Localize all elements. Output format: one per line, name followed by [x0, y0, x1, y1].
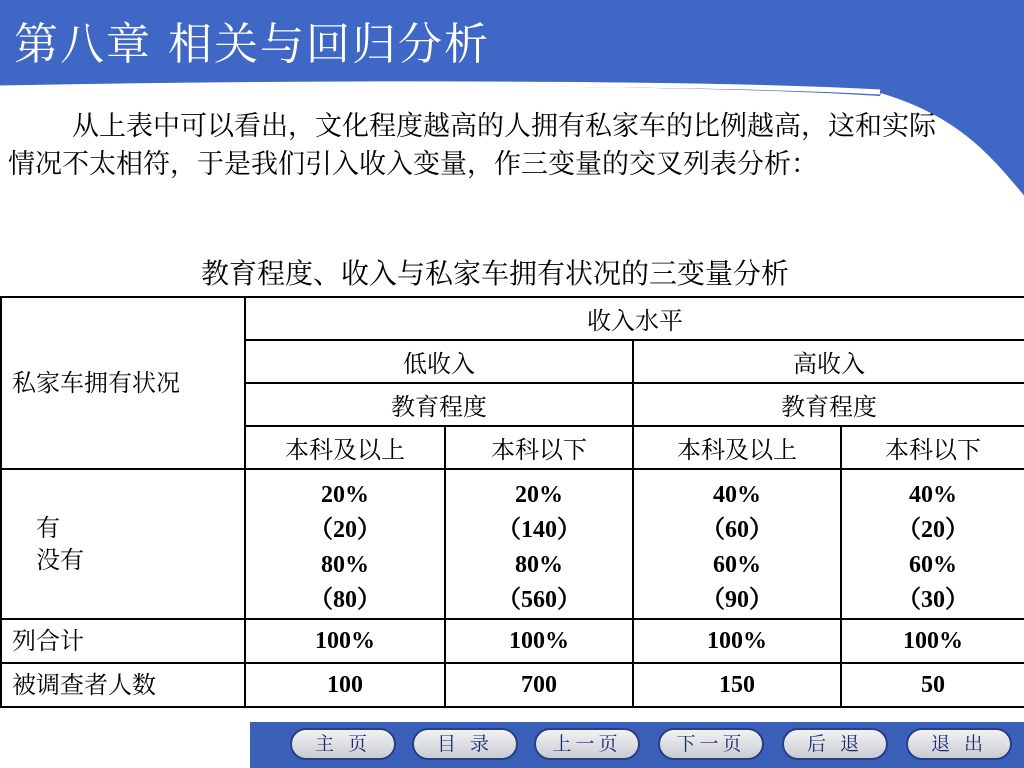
high-income-header: 高收入 [633, 340, 1024, 383]
total-cell: 100% [841, 619, 1024, 663]
respondents-cell: 700 [445, 663, 633, 707]
sub-header: 本科以下 [841, 426, 1024, 469]
table-caption: 教育程度、收入与私家车拥有状况的三变量分析 [200, 257, 789, 290]
data-cell: 40% （20） 60% （30） [841, 469, 1024, 619]
corner-label: 私家车拥有状况 [1, 297, 245, 469]
row-label-not-have: 没有 [36, 546, 84, 574]
body-paragraph [8, 108, 943, 184]
low-income-header: 低收入 [245, 340, 633, 383]
education-header-high: 教育程度 [633, 383, 1024, 426]
home-button[interactable]: 主 页 [290, 728, 396, 760]
sub-header: 本科及以上 [245, 426, 445, 469]
respondents-label: 被调查者人数 [1, 663, 245, 707]
data-cell: 20% （20） 80% （80） [245, 469, 445, 619]
sub-header: 本科以下 [445, 426, 633, 469]
back-button[interactable]: 后 退 [782, 728, 888, 760]
respondents-cell: 50 [841, 663, 1024, 707]
exit-button[interactable]: 退 出 [906, 728, 1012, 760]
row-labels-have-not [1, 469, 245, 619]
total-cell: 100% [633, 619, 841, 663]
prev-page-button[interactable]: 上一页 [534, 728, 640, 760]
income-header: 收入水平 [245, 297, 1024, 340]
paragraph-text: 从上表中可以看出，文化程度越高的人拥有私家车的比例越高，这和实际情况不太相符，于是我们引入收入变量，作三变量的交叉列表分析： [8, 111, 936, 180]
row-label-have: 有 [36, 514, 60, 542]
respondents-cell: 150 [633, 663, 841, 707]
contents-button[interactable]: 目 录 [412, 728, 518, 760]
data-cell: 40% （60） 60% （90） [633, 469, 841, 619]
data-cell: 20% （140） 80% （560） [445, 469, 633, 619]
respondents-cell: 100 [245, 663, 445, 707]
total-label: 列合计 [1, 619, 245, 663]
total-cell: 100% [245, 619, 445, 663]
slide-title: 第八章 相关与回归分析 [14, 19, 490, 70]
education-header-low: 教育程度 [245, 383, 633, 426]
next-page-button[interactable]: 下一页 [658, 728, 764, 760]
total-cell: 100% [445, 619, 633, 663]
sub-header: 本科及以上 [633, 426, 841, 469]
cross-tab-table [0, 296, 1024, 708]
